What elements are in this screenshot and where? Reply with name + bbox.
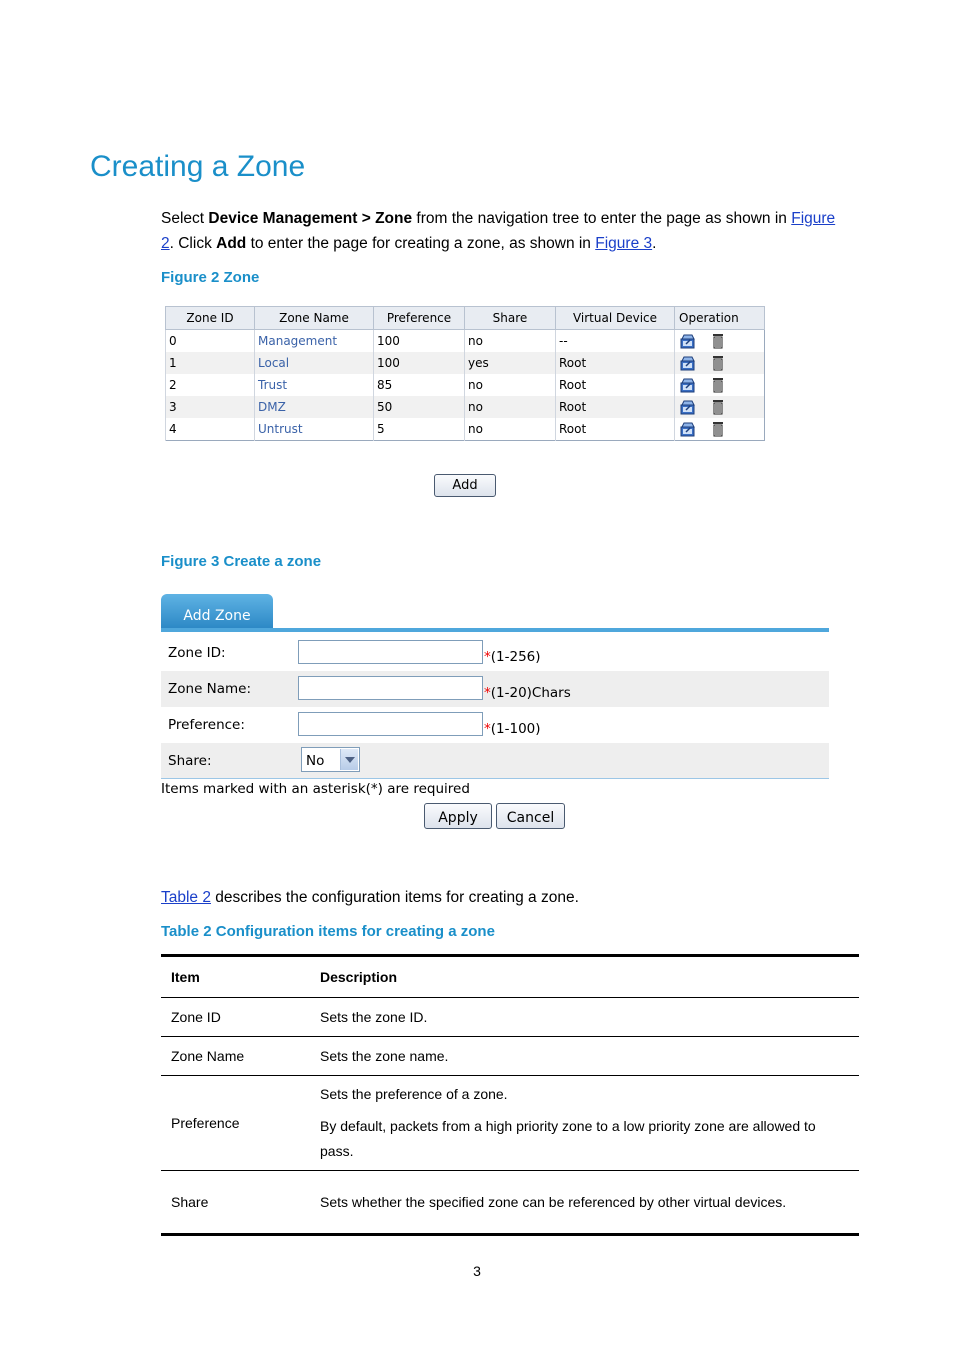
zone-id-cell: 4 [166,418,255,441]
zone-name-row [161,671,829,707]
table-row [166,330,765,353]
zone-table-header [166,307,765,330]
edit-icon[interactable] [680,333,696,349]
operation-cell [675,374,765,396]
preference-input[interactable] [298,712,483,736]
virtual-device-cell: Root [556,374,675,396]
delete-icon[interactable] [710,377,726,393]
tab-underline [161,628,829,632]
preference-row [161,707,829,743]
share-cell: no [465,330,556,353]
figure3-link[interactable]: Figure 3 [595,235,653,252]
delete-icon[interactable] [710,399,726,415]
preference-cell: 5 [374,418,465,441]
item-cell: Zone ID [161,998,310,1037]
share-cell: no [465,374,556,396]
intro-text: to enter the page for creating a zone, as shown in [246,235,596,252]
preference-cell: 100 [374,330,465,353]
col-virtual-device: Virtual Device [556,307,675,330]
required-mark: * [484,649,491,665]
chevron-down-icon[interactable] [340,749,358,770]
description-cell: Sets the preference of a zone. By default, packets from a high priority zone to a low priority zone are allowed to pass. [310,1076,859,1171]
zone-id-label: Zone ID: [168,645,226,661]
table-row [166,374,765,396]
zone-id-cell: 2 [166,374,255,396]
edit-icon[interactable] [680,399,696,415]
col-item: Item [161,956,310,998]
required-note: Items marked with an asterisk(*) are required [161,781,470,797]
table-row [161,1076,859,1171]
zone-name-hint: (1-20)Chars [490,685,571,701]
col-zone-name: Zone Name [255,307,374,330]
virtual-device-cell: -- [556,330,675,353]
zone-id-hint: (1-256) [490,649,541,665]
preference-hint: (1-100) [490,721,541,737]
preference-cell: 100 [374,352,465,374]
edit-icon[interactable] [680,377,696,393]
preference-label: Preference: [168,717,245,733]
form-bottom-line [161,778,829,779]
share-cell: no [465,396,556,418]
item-cell: Preference [161,1076,310,1171]
zone-table [165,306,765,441]
table2-link[interactable]: Table 2 [161,889,211,906]
zone-name-link[interactable]: Trust [255,374,374,396]
tab-add-zone[interactable]: Add Zone [161,594,273,630]
virtual-device-cell: Root [556,352,675,374]
delete-icon[interactable] [710,355,726,371]
item-cell: Share [161,1171,310,1235]
table-row [166,352,765,374]
item-cell: Zone Name [161,1037,310,1076]
share-cell: no [465,418,556,441]
share-label: Share: [168,753,212,769]
operation-cell [675,418,765,441]
col-preference: Preference [374,307,465,330]
delete-icon[interactable] [710,421,726,437]
operation-cell [675,352,765,374]
intro-paragraph: Select Device Management > Zone from the navigation tree to enter the page as shown in Figure 2. Click Add to enter the page for creating a zone, as shown in Figure 3. [161,210,836,252]
zone-id-cell: 1 [166,352,255,374]
required-mark: * [484,685,491,701]
zone-id-row [161,635,829,671]
table2-caption: Table 2 Configuration items for creating a zone [161,923,495,940]
apply-button[interactable]: Apply [424,803,492,829]
zone-name-link[interactable]: Untrust [255,418,374,441]
share-row [161,743,829,779]
add-keyword: Add [216,235,247,252]
preference-cell: 85 [374,374,465,396]
table-row [166,418,765,441]
intro-text: . Click [169,235,217,252]
zone-id-input[interactable] [298,640,483,664]
operation-cell [675,330,765,353]
description-cell: Sets whether the specified zone can be referenced by other virtual devices. [310,1171,859,1235]
add-button[interactable]: Add [434,474,496,497]
table-row [166,396,765,418]
table-row [161,1171,859,1235]
edit-icon[interactable] [680,355,696,371]
zone-name-link[interactable]: DMZ [255,396,374,418]
virtual-device-cell: Root [556,418,675,441]
zone-id-cell: 0 [166,330,255,353]
zone-name-link[interactable]: Management [255,330,374,353]
share-cell: yes [465,352,556,374]
figure2-link[interactable]: Figure 2 [161,210,836,252]
figure3-caption: Figure 3 Create a zone [161,553,322,570]
share-select[interactable] [301,747,360,772]
col-description: Description [310,956,859,998]
intro-text: Select [161,210,209,227]
zone-name-label: Zone Name: [168,681,252,697]
cancel-button[interactable]: Cancel [496,803,565,829]
zone-name-input[interactable] [298,676,483,700]
col-zone-id: Zone ID [166,307,255,330]
delete-icon[interactable] [710,333,726,349]
col-share: Share [465,307,556,330]
edit-icon[interactable] [680,421,696,437]
operation-cell [675,396,765,418]
zone-id-cell: 3 [166,396,255,418]
share-select-value: No [306,753,325,769]
page-title: Creating a Zone [90,150,306,183]
table-ref-paragraph: Table 2 describes the configuration items for creating a zone. [161,889,579,906]
description-cell: Sets the zone name. [310,1037,859,1076]
page-number: 3 [473,1263,481,1279]
table-row [161,1037,859,1076]
preference-cell: 50 [374,396,465,418]
required-mark: * [484,721,491,737]
zone-name-link[interactable]: Local [255,352,374,374]
config-table [161,954,859,1236]
virtual-device-cell: Root [556,396,675,418]
figure2-caption: Figure 2 Zone [161,269,260,286]
table-row [161,998,859,1037]
col-operation: Operation [675,307,765,330]
description-cell: Sets the zone ID. [310,998,859,1037]
intro-text: from the navigation tree to enter the page as shown in [412,210,792,227]
menu-path: Device Management > Zone [208,210,413,227]
